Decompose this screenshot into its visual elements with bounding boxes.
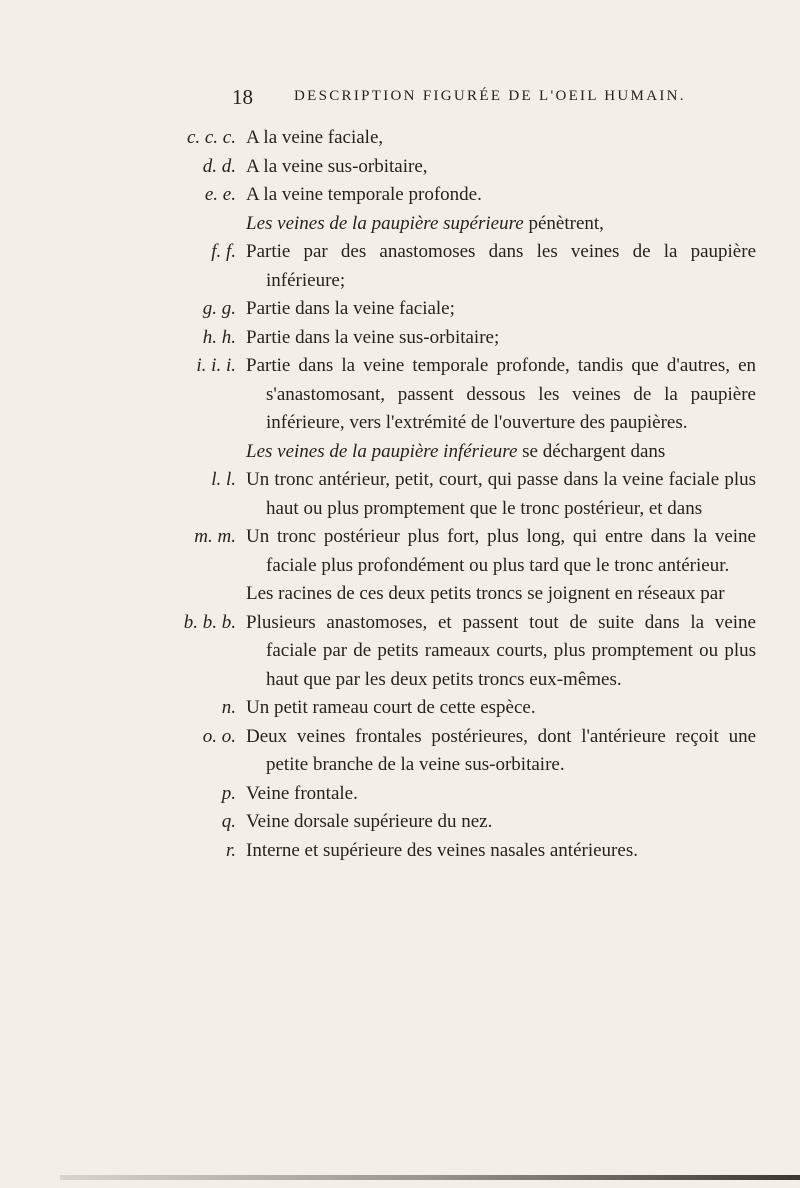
legend-label: g. g. — [202, 298, 236, 319]
section-intro-emphasis: Les veines de la paupière supérieure — [246, 212, 524, 234]
section-intro — [0, 438, 800, 467]
section-intro-text: se déchargent dans — [517, 440, 666, 462]
section-intro-text: Les racines de ces deux petits troncs se joignent en réseaux par — [246, 583, 725, 604]
legend-text: Partie dans la veine sus-orbitaire; — [246, 326, 500, 348]
legend-text: A la veine faciale, — [246, 127, 384, 148]
legend-text: A la veine temporale profonde. — [246, 184, 482, 205]
legend-label: n. — [221, 697, 236, 718]
page-edge-shadow — [60, 1175, 800, 1180]
legend-entry — [0, 324, 800, 353]
legend-label: p. — [221, 782, 236, 804]
section-intro — [0, 580, 800, 609]
legend-text: Plusieurs anastomoses, et passent tout de suite dans la veine faciale par de petits rameaux courts, plus promptement ou plus haut que par les deux petits troncs eux-mêmes. — [246, 611, 756, 690]
legend-label: o. o. — [202, 725, 236, 747]
legend-entry — [0, 723, 800, 780]
legend-text: Interne et supérieure des veines nasales antérieures. — [246, 839, 638, 861]
legend-entry — [0, 694, 800, 723]
legend-label: r. — [225, 839, 236, 861]
legend-text: Un tronc postérieur plus fort, plus long, qui entre dans la veine faciale plus profondément ou plus tard que le tronc antérieur. — [246, 526, 756, 576]
legend-text: A la veine sus-orbitaire, — [246, 155, 428, 177]
legend-text: Partie dans la veine temporale profonde, tandis que d'autres, en s'anastomosant, passent dessous les veines de la paupière inférieure, vers l'extrémité de l'ouverture des paupières. — [246, 355, 756, 433]
legend-label: i. i. i. — [196, 355, 236, 376]
legend-entry — [0, 352, 800, 438]
legend-text: Partie par des anastomoses dans les veines de la paupière inférieure; — [246, 241, 756, 291]
section-intro-text: pénètrent, — [523, 212, 604, 234]
legend-text: Un petit rameau court de cette espèce. — [246, 697, 536, 718]
legend-label: m. m. — [194, 526, 236, 547]
legend-label: q. — [221, 811, 236, 832]
legend-label: e. e. — [204, 184, 236, 205]
legend-text: Veine frontale. — [246, 782, 358, 804]
legend-entry — [0, 523, 800, 580]
legend-entry — [0, 124, 800, 153]
running-title: DESCRIPTION FIGURÉE DE L'OEIL HUMAIN. — [294, 88, 686, 104]
legend-label: b. b. b. — [183, 611, 236, 633]
legend-label: d. d. — [202, 155, 236, 177]
legend-list — [0, 124, 800, 865]
legend-text: Un tronc antérieur, petit, court, qui passe dans la veine faciale plus haut ou plus promptement que le tronc postérieur, et dans — [246, 469, 756, 519]
page-number: 18 — [232, 85, 253, 109]
section-intro-emphasis: Les veines de la paupière inférieure — [246, 440, 518, 462]
legend-entry — [0, 609, 800, 695]
legend-entry — [0, 238, 800, 295]
legend-entry — [0, 780, 800, 809]
legend-text: Veine dorsale supérieure du nez. — [246, 811, 493, 832]
legend-text: Partie dans la veine faciale; — [246, 298, 455, 319]
legend-entry — [0, 837, 800, 866]
legend-label: l. l. — [211, 469, 236, 490]
legend-entry — [0, 808, 800, 837]
legend-text: Deux veines frontales postérieures, dont l'antérieure reçoit une petite branche de la veine sus-orbitaire. — [246, 725, 756, 775]
legend-label: f. f. — [211, 241, 236, 262]
legend-entry — [0, 153, 800, 182]
legend-entry — [0, 295, 800, 324]
legend-entry — [0, 181, 800, 210]
legend-label: c. c. c. — [186, 127, 236, 148]
legend-entry — [0, 466, 800, 523]
section-intro — [0, 210, 800, 239]
legend-label: h. h. — [202, 326, 236, 348]
